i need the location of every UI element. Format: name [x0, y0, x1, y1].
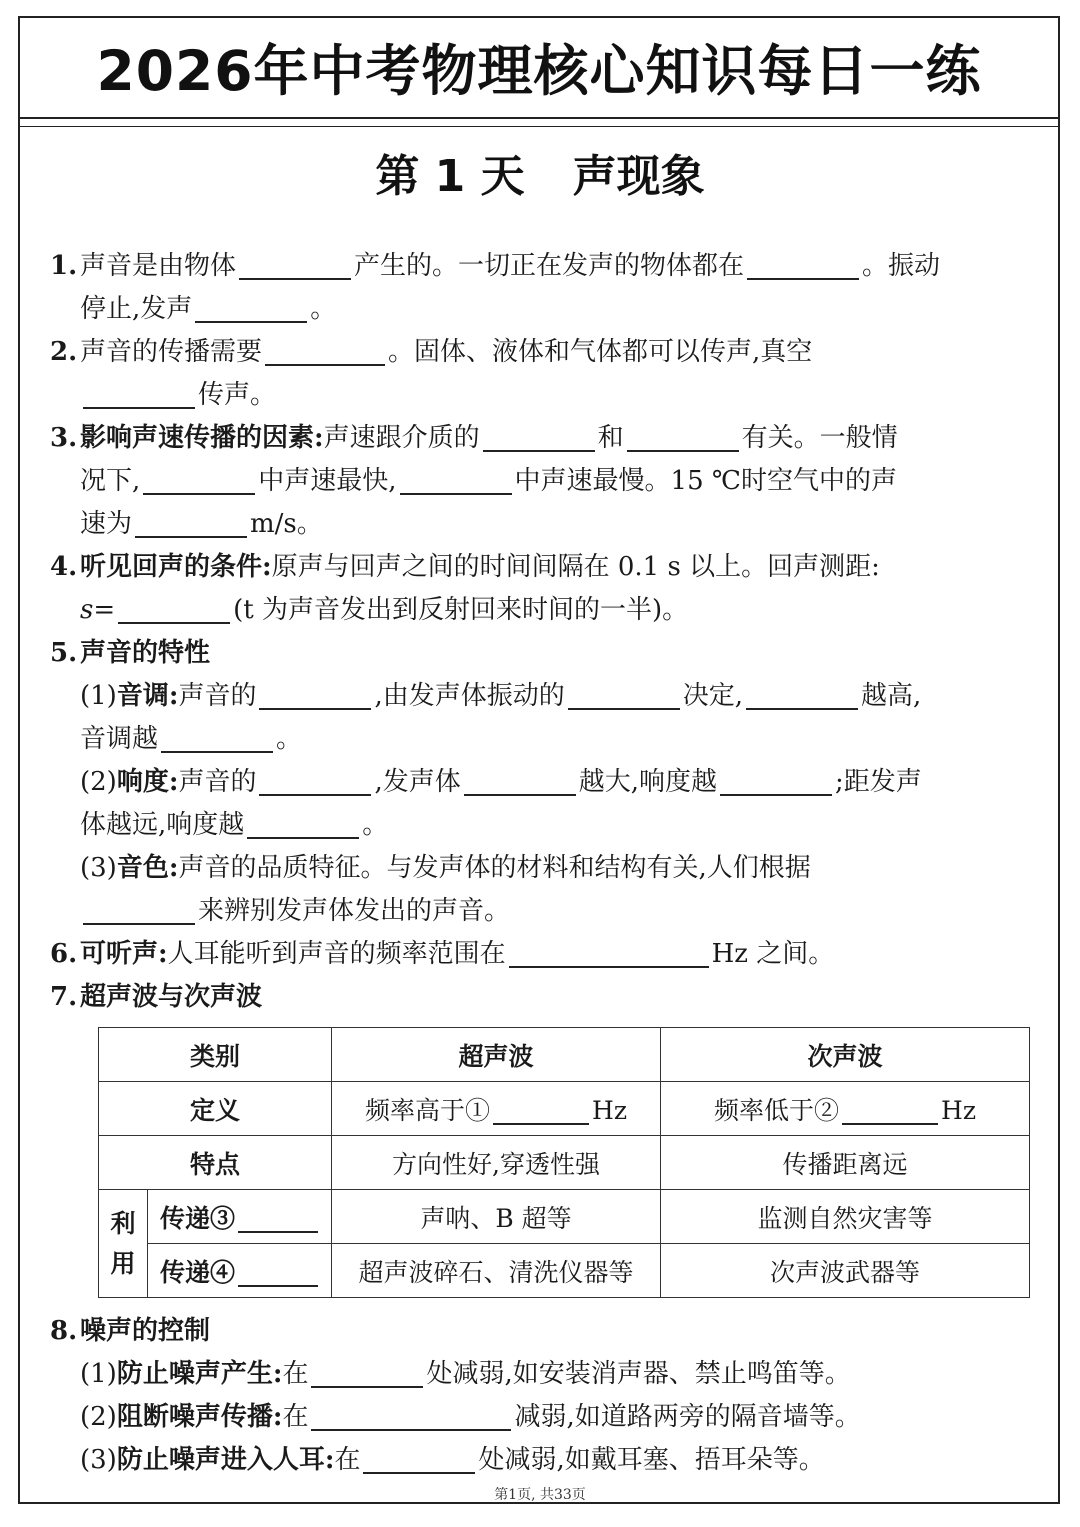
question-7: [50, 976, 1010, 1019]
part-title: 防止噪声产生:: [116, 1359, 283, 1389]
text: 传递③: [160, 1203, 236, 1233]
row-label: 定义: [99, 1082, 332, 1136]
answer-blank[interactable]: [311, 1401, 511, 1431]
answer-blank[interactable]: [627, 422, 739, 452]
part-label: (3): [80, 1445, 117, 1475]
text: 决定,: [682, 681, 743, 711]
answer-blank[interactable]: [259, 680, 371, 710]
question-title: 可听声:: [80, 939, 168, 969]
table-header-cell: 类别: [99, 1028, 332, 1082]
answer-blank[interactable]: [143, 465, 255, 495]
text: 传声。: [198, 380, 277, 410]
answer-blank[interactable]: [720, 766, 832, 796]
answer-blank[interactable]: [247, 809, 359, 839]
question-4: [50, 546, 1010, 632]
question-number: 1.: [50, 251, 78, 281]
day-heading: [0, 140, 1080, 204]
text: 速为: [80, 509, 133, 539]
text: 频率高于①: [365, 1095, 491, 1125]
part-label: (2): [80, 1402, 117, 1432]
question-5-part-2: [50, 761, 1010, 847]
questions-part1: [50, 245, 1010, 1019]
question-number: 8.: [50, 1316, 78, 1346]
question-number: 2.: [50, 337, 78, 367]
table-header-cell: 次声波: [661, 1028, 1030, 1082]
text: 。: [362, 810, 389, 840]
question-5: [50, 632, 1010, 675]
table-cell: 方向性好,穿透性强: [332, 1136, 661, 1190]
table-cell: [332, 1082, 661, 1136]
part-label: (1): [80, 681, 117, 711]
answer-blank[interactable]: [400, 465, 512, 495]
answer-blank[interactable]: [747, 250, 859, 280]
question-8-part-1: [50, 1353, 1010, 1396]
table-cell: 次声波武器等: [661, 1244, 1030, 1298]
text: 停止,发声: [80, 294, 193, 324]
table-cell: 传播距离远: [661, 1136, 1030, 1190]
text: 来辨别发声体发出的声音。: [198, 896, 511, 926]
text: m/s。: [250, 509, 323, 539]
page-title: 2026年中考物理核心知识每日一练: [96, 38, 982, 103]
unit: Hz: [592, 1095, 627, 1125]
part-title: 阻断噪声传播:: [116, 1402, 283, 1432]
answer-blank[interactable]: [83, 379, 195, 409]
day-topic: 声现象: [572, 151, 705, 202]
question-8-part-2: [50, 1396, 1010, 1439]
text: ,由发声体振动的: [374, 681, 565, 711]
question-title: 噪声的控制: [80, 1316, 211, 1346]
ultrasonic-infrasonic-table: [98, 1027, 1030, 1298]
question-2: [50, 331, 1010, 417]
table-row: [99, 1244, 1030, 1298]
answer-blank[interactable]: [842, 1095, 938, 1125]
question-number: 4.: [50, 552, 78, 582]
question-8-part-3: [50, 1439, 1010, 1482]
question-5-part-1: [50, 675, 1010, 761]
question-number: 3.: [50, 423, 78, 453]
answer-blank[interactable]: [195, 293, 307, 323]
question-8: [50, 1310, 1010, 1353]
text: 频率低于②: [714, 1095, 840, 1125]
formula: s=: [80, 595, 116, 625]
text: 。: [276, 724, 303, 754]
table-cell: 超声波碎石、清洗仪器等: [332, 1244, 661, 1298]
text: 产生的。一切正在发声的物体都在: [354, 251, 745, 281]
part-title: 响度:: [116, 767, 179, 797]
answer-blank[interactable]: [311, 1358, 423, 1388]
question-number: 6.: [50, 939, 78, 969]
table-cell: 声呐、B 超等: [332, 1190, 661, 1244]
part-title: 音色:: [116, 853, 179, 883]
answer-blank[interactable]: [83, 895, 195, 925]
text: 体越远,响度越: [80, 810, 245, 840]
table-row: [99, 1136, 1030, 1190]
text: 处减弱,如戴耳塞、捂耳朵等。: [478, 1445, 825, 1475]
part-title: 防止噪声进入人耳:: [116, 1445, 335, 1475]
text: 和: [597, 423, 624, 453]
text: 声音的传播需要: [80, 337, 263, 367]
text: 在: [334, 1445, 361, 1475]
question-title: 影响声速传播的因素:: [80, 423, 324, 453]
answer-blank[interactable]: [568, 680, 680, 710]
part-title: 音调:: [116, 681, 179, 711]
question-5-part-3: [50, 847, 1010, 933]
answer-blank[interactable]: [118, 594, 230, 624]
text: 中声速最慢。15 ℃时空气中的声: [514, 466, 897, 496]
answer-blank[interactable]: [464, 766, 576, 796]
text: ,发声体: [374, 767, 461, 797]
title-divider-thin: [20, 126, 1058, 127]
table-header-row: [99, 1028, 1030, 1082]
question-title: 超声波与次声波: [80, 982, 263, 1012]
text: 传递④: [160, 1257, 236, 1287]
text: ;距发声: [835, 767, 922, 797]
text: 处减弱,如安装消声器、禁止鸣笛等。: [426, 1359, 851, 1389]
row-label: 特点: [99, 1136, 332, 1190]
day-label: 第 1 天: [375, 151, 525, 202]
questions-part2: [50, 1310, 1010, 1482]
page-footer: 第1页, 共33页: [494, 1487, 586, 1503]
text: 利: [110, 1208, 136, 1238]
answer-blank[interactable]: [363, 1444, 475, 1474]
answer-blank[interactable]: [238, 1257, 318, 1287]
answer-blank[interactable]: [161, 723, 273, 753]
text: 中声速最快,: [258, 466, 397, 496]
row-label: [148, 1244, 332, 1298]
question-1: [50, 245, 1010, 331]
table-header-cell: 超声波: [332, 1028, 661, 1082]
text: 声音的品质特征。与发声体的材料和结构有关,人们根据: [178, 853, 811, 883]
text: 音调越: [80, 724, 159, 754]
text: 人耳能听到声音的频率范围在: [167, 939, 506, 969]
text: 越大,响度越: [578, 767, 717, 797]
text: 。振动: [862, 251, 941, 281]
text: Hz 之间。: [711, 939, 835, 969]
text: 。固体、液体和气体都可以传声,真空: [388, 337, 813, 367]
text: 在: [282, 1402, 309, 1432]
text: 。: [310, 294, 337, 324]
answer-blank[interactable]: [135, 508, 247, 538]
text: 声音的: [178, 681, 257, 711]
table-row: [99, 1082, 1030, 1136]
text: 声速跟介质的: [323, 423, 480, 453]
question-title: 声音的特性: [80, 638, 211, 668]
text: 声音是由物体: [80, 251, 237, 281]
text: 况下,: [80, 466, 141, 496]
question-number: 7.: [50, 982, 78, 1012]
answer-blank[interactable]: [509, 938, 709, 968]
unit: Hz: [941, 1095, 976, 1125]
table-row: [99, 1190, 1030, 1244]
question-number: 5.: [50, 638, 78, 668]
row-label: [148, 1190, 332, 1244]
part-label: (1): [80, 1359, 117, 1389]
text: 减弱,如道路两旁的隔音墙等。: [514, 1402, 861, 1432]
table-cell: 监测自然灾害等: [661, 1190, 1030, 1244]
text: 原声与回声之间的时间间隔在 0.1 s 以上。回声测距:: [271, 552, 880, 582]
answer-blank[interactable]: [493, 1095, 589, 1125]
answer-blank[interactable]: [265, 336, 385, 366]
question-3: [50, 417, 1010, 546]
title-divider: [20, 117, 1058, 119]
text: 越高,: [861, 681, 922, 711]
part-label: (3): [80, 853, 117, 883]
answer-blank[interactable]: [238, 1203, 318, 1233]
answer-blank[interactable]: [239, 250, 351, 280]
answer-blank[interactable]: [259, 766, 371, 796]
answer-blank[interactable]: [483, 422, 595, 452]
answer-blank[interactable]: [746, 680, 858, 710]
table-cell: [661, 1082, 1030, 1136]
question-title: 听见回声的条件:: [80, 552, 272, 582]
text: 声音的: [178, 767, 257, 797]
part-label: (2): [80, 767, 117, 797]
text: 有关。一般情: [741, 423, 898, 453]
question-6: [50, 933, 1010, 976]
text: 用: [110, 1248, 136, 1278]
text: 在: [282, 1359, 309, 1389]
usage-label: [99, 1190, 148, 1298]
text: (t 为声音发出到反射回来时间的一半)。: [233, 595, 689, 625]
